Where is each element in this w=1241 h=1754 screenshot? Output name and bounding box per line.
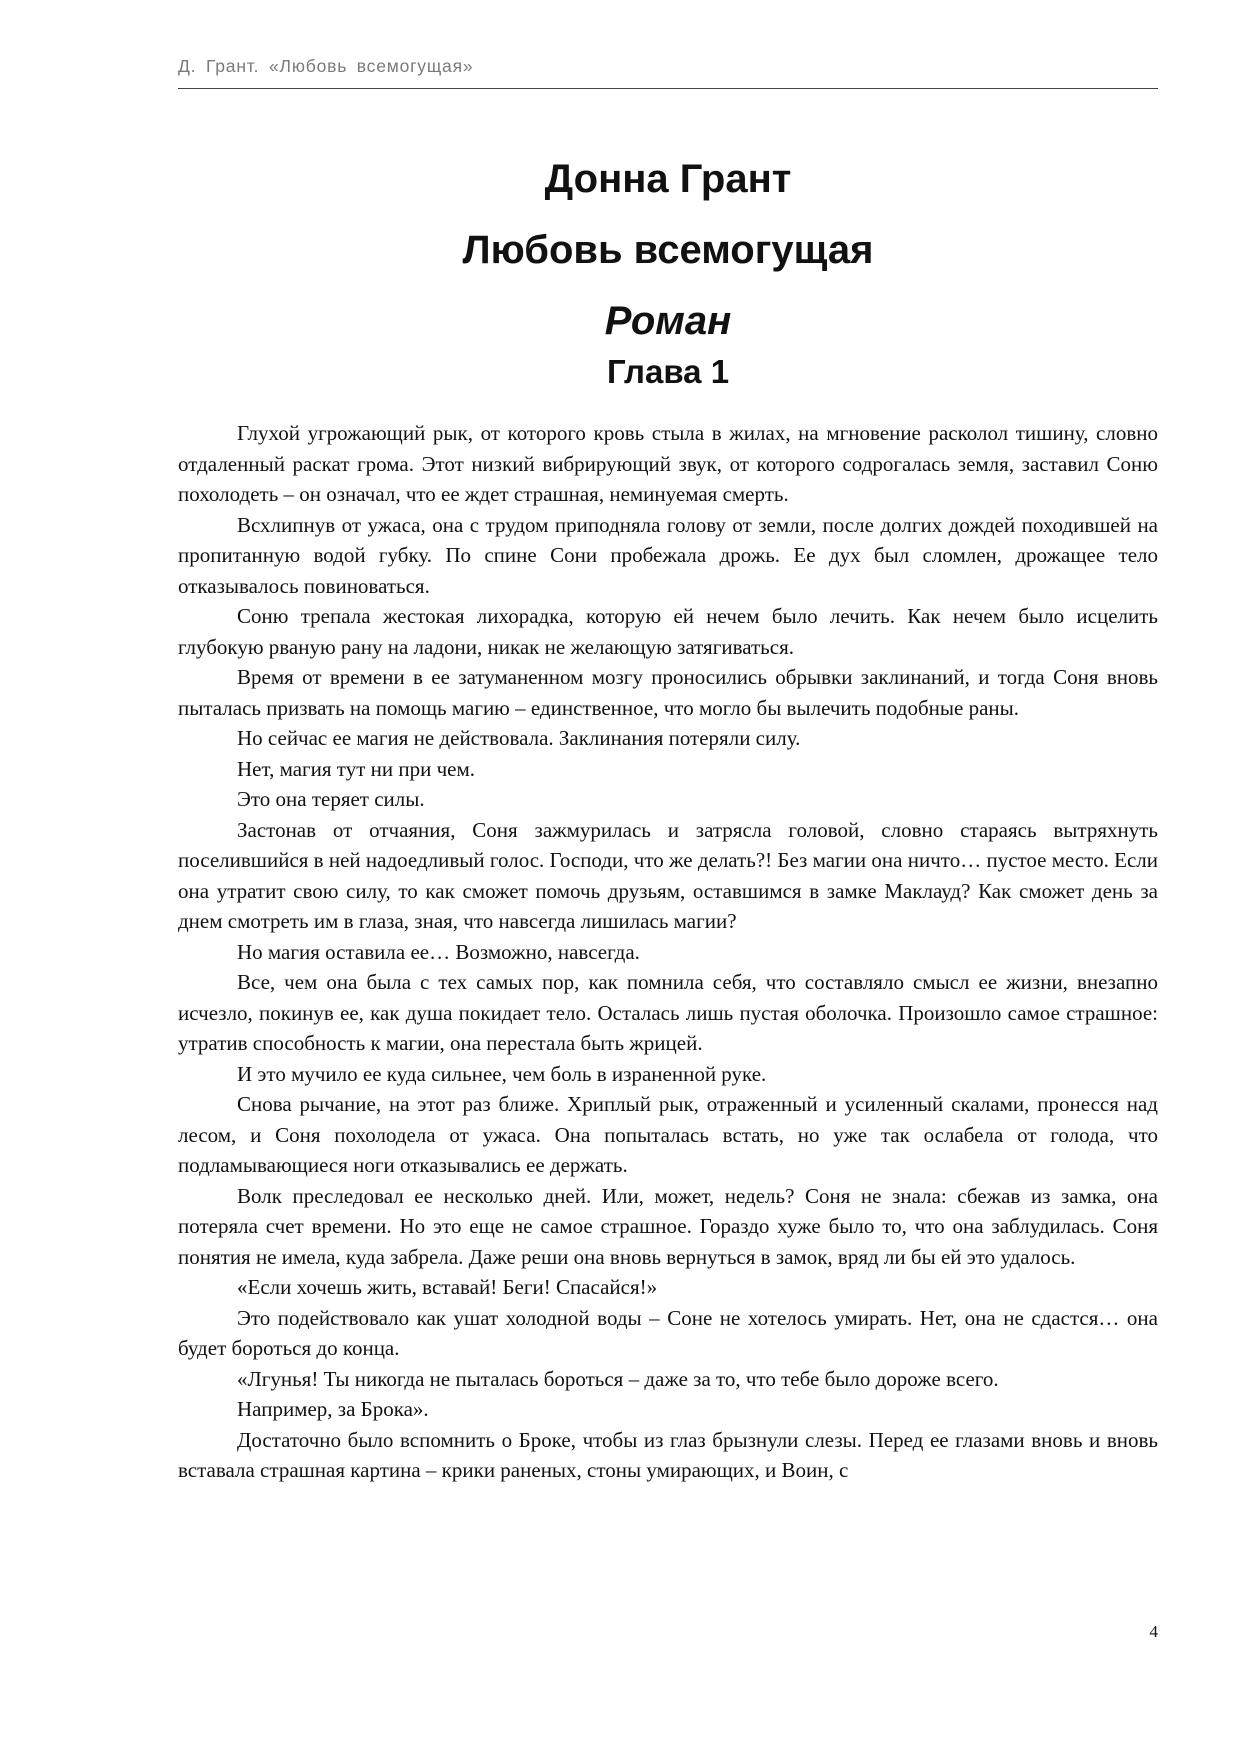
paragraph: Всхлипнув от ужаса, она с трудом приподняла голову от земли, после долгих дождей походившей на пропитанную водой губку. По спине Сони пробежала дрожь. Ее дух был сломлен, дрожащее тело отказывалось повиноваться. [178, 512, 1158, 598]
book-title: Любовь всемогущая [462, 228, 874, 272]
page-number: 4 [1149, 1622, 1158, 1641]
paragraph: Нет, магия тут ни при чем. [237, 756, 476, 781]
paragraph: «Если хочешь жить, вставай! Беги! Спасайся!» [237, 1275, 658, 1299]
paragraph: «Лгунья! Ты никогда не пыталась бороться – даже за то, что тебе было дороже всего. [237, 1366, 999, 1391]
paragraph: Это подействовало как ушат холодной воды – Соне не хотелось умирать. Нет, она не сдастся… она будет бороться до конца. [178, 1305, 1158, 1360]
title-block [178, 144, 1158, 357]
paragraph: Застонав от отчаяния, Соня зажмурилась и затрясла головой, словно стараясь вытряхнуть поселившийся в ней надоедливый голос. Господи, что же делать?! Без магии она ничто… пустое место. Если она утратит свою силу, то как сможет помочь друзьям, оставшимся в замке Маклауд? Как сможет день за днем смотреть им в глаза, зная, что навсегда лишилась магии? [178, 817, 1158, 933]
paragraph: Соню трепала жестокая лихорадка, которую ей нечем было лечить. Как нечем было исцелить глубокую рваную рану на ладони, никак не желающую затягиваться. [178, 604, 1158, 659]
paragraph: Глухой угрожающий рык, от которого кровь стыла в жилах, на мгновение расколол тишину, словно отдаленный раскат грома. Этот низкий вибрирующий звук, от которого содрогалась земля, заставил Соню похолодеть – он означал, что ее ждет страшная, неминуемая смерть. [178, 421, 1158, 506]
paragraph: И это мучило ее куда сильнее, чем боль в израненной руке. [237, 1061, 767, 1086]
running-header: Д. Грант. «Любовь всемогущая» [178, 56, 474, 76]
paragraph: Но сейчас ее магия не действовала. Заклинания потеряли силу. [237, 726, 801, 750]
body-text [178, 418, 1158, 1486]
paragraph: Волк преследовал ее несколько дней. Или, может, недель? Соня не знала: сбежав из замка, она потеряла счет времени. Но это еще не самое страшное. Гораздо хуже было то, что она заблудилась. Соня понятия не имела, куда забрела. Даже реши она вновь вернуться в замок, вряд ли бы ей это удалось. [178, 1183, 1158, 1269]
paragraph: Снова рычание, на этот раз ближе. Хриплый рык, отраженный и усиленный скалами, пронесся над лесом, и Соня похолодела от ужаса. Она попыталась встать, но уже так ослабела от голода, что подламывающиеся ноги отказывались ее держать. [178, 1092, 1158, 1177]
paragraph: Время от времени в ее затуманенном мозгу проносились обрывки заклинаний, и тогда Соня вновь пыталась призвать на помощь магию – единственное, что могло бы вылечить подобные раны. [178, 665, 1158, 720]
paragraph: Все, чем она была с тех самых пор, как помнила себя, что составляло смысл ее жизни, внезапно исчезло, покинув ее, как душа покидает тело. Осталась лишь пустая оболочка. Произошло самое страшное: утратив способность к магии, она перестала быть жрицей. [178, 970, 1158, 1055]
chapter-heading: Глава 1 [606, 353, 730, 390]
paragraph: Но магия оставила ее… Возможно, навсегда. [237, 939, 640, 964]
paragraph: Достаточно было вспомнить о Броке, чтобы из глаз брызнули слезы. Перед ее глазами вновь и вновь вставала страшная картина – крики раненых, стоны умирающих, и Воин, с [178, 1427, 1158, 1482]
paragraph: Например, за Брока». [237, 1397, 429, 1421]
book-genre: Роман [604, 299, 732, 343]
paragraph: Это она теряет силы. [237, 787, 425, 811]
author-name: Донна Грант [544, 157, 792, 201]
header-rule [178, 88, 1158, 89]
